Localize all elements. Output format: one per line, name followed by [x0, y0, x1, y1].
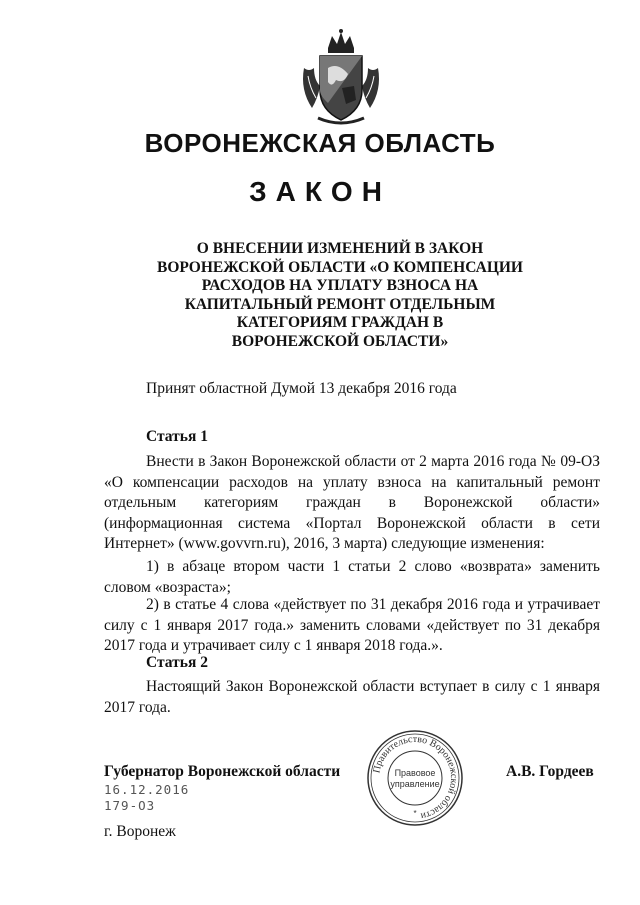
signature-title: Губернатор Воронежской области: [104, 763, 341, 780]
article-1-item-1: 1) в абзаце втором части 1 статьи 2 слово «возврата» заменить словом «возраста»;: [104, 558, 600, 596]
article-2-heading: Статья 2: [146, 654, 208, 671]
official-stamp-seal-icon: [365, 728, 465, 828]
law-title-line: О ВНЕСЕНИИ ИЗМЕНЕНИЙ В ЗАКОН: [196, 240, 484, 257]
stamp-star: *: [413, 809, 417, 818]
region-title: ВОРОНЕЖСКАЯ ОБЛАСТЬ: [144, 128, 496, 158]
article-1-heading: Статья 1: [146, 428, 208, 445]
law-title-line: ВОРОНЕЖСКОЙ ОБЛАСТИ»: [231, 332, 449, 350]
registration-date: 16.12.2016: [104, 782, 190, 797]
stamp-center-line-2: управление: [390, 779, 440, 789]
article-2-text: Настоящий Закон Воронежской области вступает в силу с 1 января 2017 года.: [104, 678, 600, 716]
signature-name: А.В. Гордеев: [506, 763, 594, 780]
article-1-item-2: 2) в статье 4 слова «действует по 31 декабря 2016 года и утрачивает силу с 1 января 2017 года.» заменить словами «действует по 31 декабря 2017 года и утрачивает силу с 1 января 2018 года.».: [104, 596, 600, 654]
law-title-line: ВОРОНЕЖСКОЙ ОБЛАСТИ «О КОМПЕНСАЦИИ: [156, 258, 523, 276]
city-name: г. Воронеж: [104, 823, 176, 840]
document-type-title: ЗАКОН: [249, 176, 391, 207]
coat-of-arms-emblem-icon: [298, 28, 384, 128]
stamp-ring-text: Правительство Воронежской области: [371, 733, 460, 822]
law-title-line: КАПИТАЛЬНЫЙ РЕМОНТ ОТДЕЛЬНЫМ: [184, 295, 496, 313]
stamp-center-line-1: Правовое: [394, 768, 436, 778]
law-title-line: РАСХОДОВ НА УПЛАТУ ВЗНОСА НА: [201, 277, 479, 294]
law-title-line: КАТЕГОРИЯМ ГРАЖДАН В: [236, 314, 444, 331]
article-1-intro: Внести в Закон Воронежской области от 2 марта 2016 года № 09-ОЗ «О компенсации расходов на уплату взноса на капитальный ремонт отдельным категориям граждан в Воронежской области» (информационная система «Портал Воронежской области в сети Интернет» (www.govvrn.ru), 2016, 3 марта) следующие изменения:: [104, 453, 600, 552]
law-title: [150, 240, 530, 351]
registration-number: 179-ОЗ: [104, 798, 156, 813]
adoption-note: Принят областной Думой 13 декабря 2016 года: [146, 380, 457, 397]
